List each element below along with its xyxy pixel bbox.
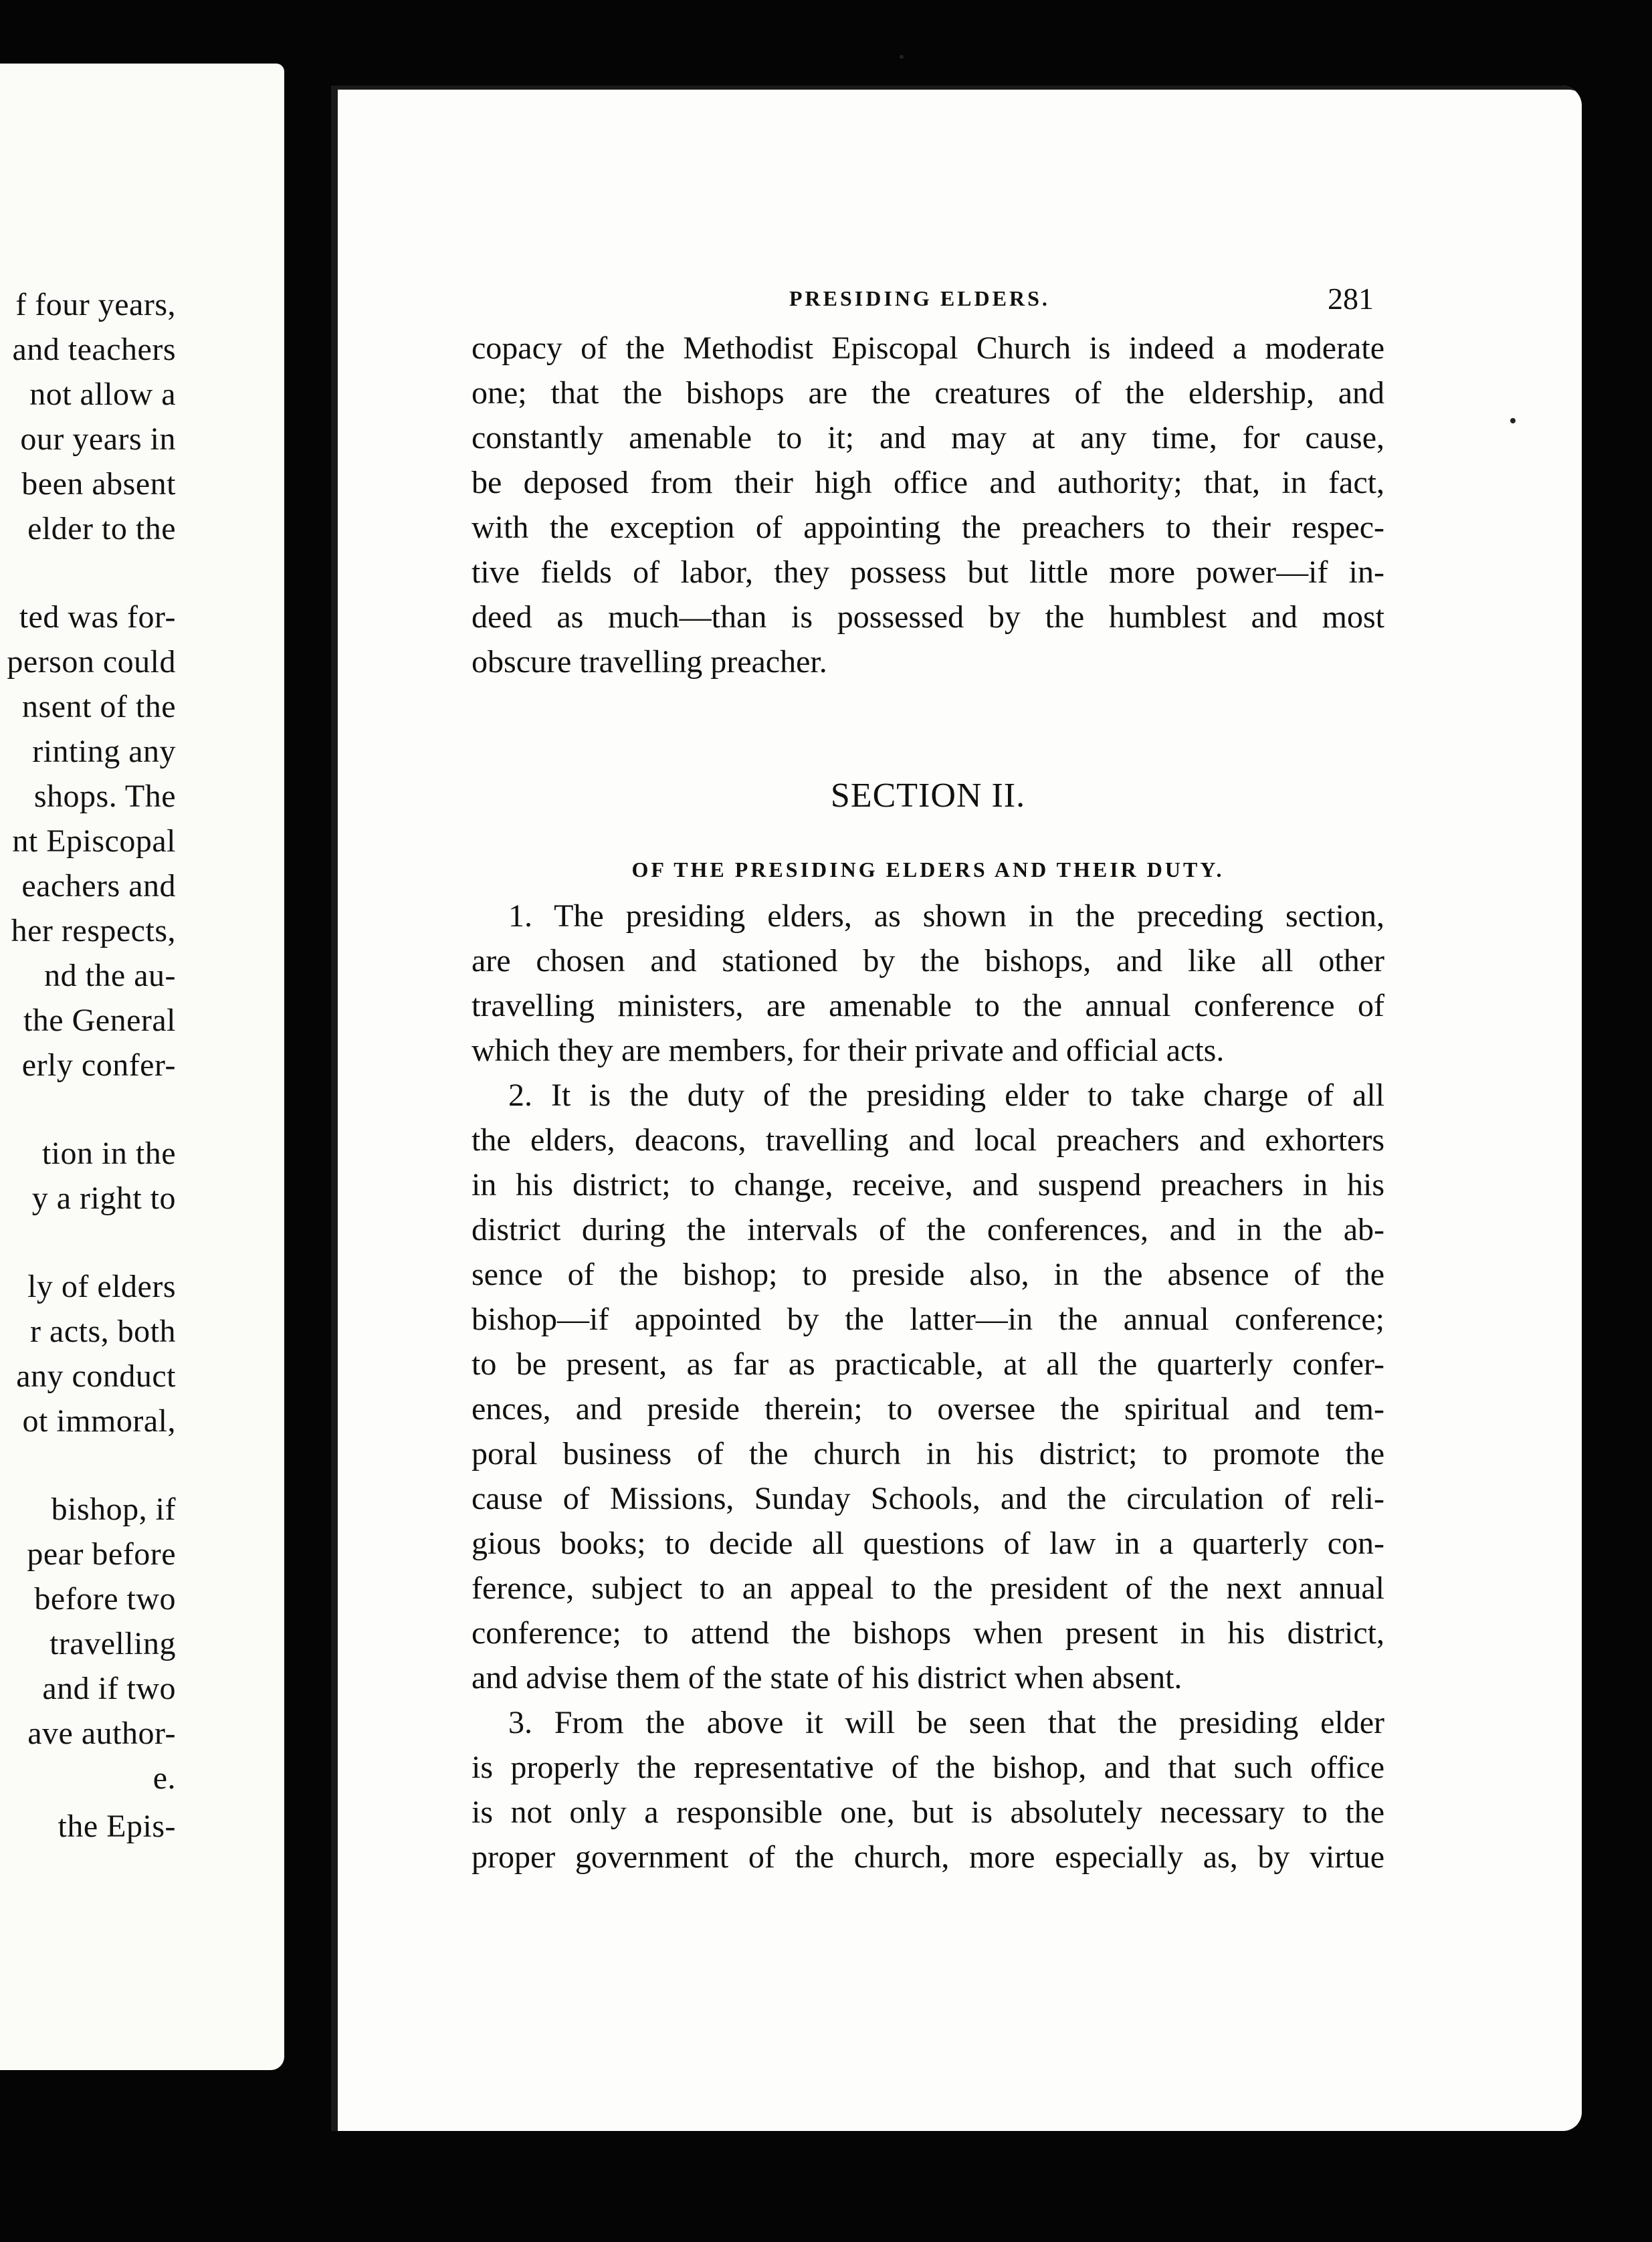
body-line: is not only a responsible one, but is absolutely necessary to the [472, 1795, 1384, 1830]
left-page-line: the Epis- [58, 1809, 176, 1844]
left-page-line: rinting any [32, 734, 176, 769]
body-line: conference; to attend the bishops when present in his district, [472, 1615, 1384, 1651]
body-line: constantly amenable to it; and may at any time, for cause, [472, 420, 1384, 455]
body-line: copacy of the Methodist Episcopal Church is indeed a moderate [472, 330, 1384, 366]
body-line: proper government of the church, more especially as, by virtue [472, 1839, 1384, 1875]
body-line: ference, subject to an appeal to the president of the next annual [472, 1570, 1384, 1606]
body-line: the elders, deacons, travelling and local preachers and exhorters [472, 1122, 1384, 1158]
body-line: sence of the bishop; to preside also, in the absence of the [472, 1257, 1384, 1292]
body-line: gious books; to decide all questions of law in a quarterly con- [472, 1526, 1384, 1561]
left-page-line: y a right to [31, 1181, 176, 1216]
left-page-line: any conduct [16, 1358, 176, 1394]
body-line: which they are members, for their private and official acts. [472, 1033, 1225, 1068]
body-line: 3. From the above it will be seen that the presiding elder [508, 1705, 1384, 1740]
section-title: SECTION II. [830, 777, 1026, 815]
left-page-line: f four years, [15, 287, 176, 322]
running-head: PRESIDING ELDERS. [789, 286, 1050, 310]
left-page-line: tion in the [41, 1136, 176, 1171]
left-page-line: nd the au- [44, 958, 176, 993]
left-page-line: shops. The [33, 779, 176, 814]
body-line: in his district; to change, receive, and suspend preachers in his [472, 1167, 1384, 1203]
left-page-line: pear before [27, 1536, 176, 1572]
left-page-line: e. [152, 1760, 176, 1796]
left-page-line: our years in [20, 421, 176, 457]
body-line: district during the intervals of the conferences, and in the ab- [472, 1212, 1384, 1247]
left-page [0, 64, 284, 2070]
dust-speck [900, 55, 904, 59]
left-page-line: and if two [42, 1671, 176, 1706]
body-line: bishop—if appointed by the latter—in the annual conference; [472, 1302, 1384, 1337]
body-line: 1. The presiding elders, as shown in the preceding section, [508, 898, 1384, 934]
dust-speck [1510, 418, 1516, 423]
section-subtitle: OF THE PRESIDING ELDERS AND THEIR DUTY. [631, 857, 1225, 882]
body-line: and advise them of the state of his district when absent. [472, 1660, 1182, 1696]
body-line: deed as much—than is possessed by the humblest and most [472, 599, 1384, 635]
body-line: obscure travelling preacher. [472, 644, 827, 680]
body-line: is properly the representative of the bishop, and that such office [472, 1750, 1384, 1785]
body-line: one; that the bishops are the creatures of the eldership, and [472, 375, 1384, 411]
body-line: 2. It is the duty of the presiding elder to take charge of all [508, 1078, 1384, 1113]
body-line: to be present, as far as practicable, at all the quarterly confer- [472, 1346, 1384, 1382]
body-line: travelling ministers, are amenable to the annual conference of [472, 988, 1384, 1023]
left-page-line: r acts, both [30, 1314, 176, 1349]
body-line: tive fields of labor, they possess but little more power—if in- [472, 554, 1384, 590]
left-page-line: nsent of the [22, 689, 176, 724]
left-page-line: before two [34, 1581, 176, 1617]
left-page-line: and teachers [12, 332, 176, 367]
left-page-line: person could [7, 644, 176, 680]
left-page-line: nt Episcopal [12, 823, 176, 859]
left-page-line: elder to the [27, 511, 176, 546]
body-line: are chosen and stationed by the bishops, and like all other [472, 943, 1384, 979]
body-line: ences, and preside therein; to oversee the spiritual and tem- [472, 1391, 1384, 1427]
body-line: be deposed from their high office and authority; that, in fact, [472, 465, 1384, 500]
body-line: with the exception of appointing the preachers to their respec- [472, 510, 1384, 545]
left-page-line: erly confer- [21, 1047, 176, 1083]
left-page-line: ave author- [27, 1716, 176, 1751]
left-page-line: her respects, [11, 913, 176, 948]
page-number: 281 [1328, 282, 1374, 316]
left-page-line: ot immoral, [22, 1403, 176, 1439]
left-page-line: not allow a [29, 377, 176, 412]
left-page-line: ly of elders [27, 1269, 176, 1304]
body-line: poral business of the church in his district; to promote the [472, 1436, 1384, 1471]
left-page-line: bishop, if [51, 1492, 176, 1527]
left-page-line: ted was for- [19, 599, 176, 635]
left-page-line: been absent [21, 466, 176, 502]
left-page-line: eachers and [21, 868, 176, 904]
left-page-line: travelling [49, 1626, 176, 1661]
left-page-line: the General [23, 1003, 176, 1038]
body-line: cause of Missions, Sunday Schools, and the circulation of reli- [472, 1481, 1384, 1516]
